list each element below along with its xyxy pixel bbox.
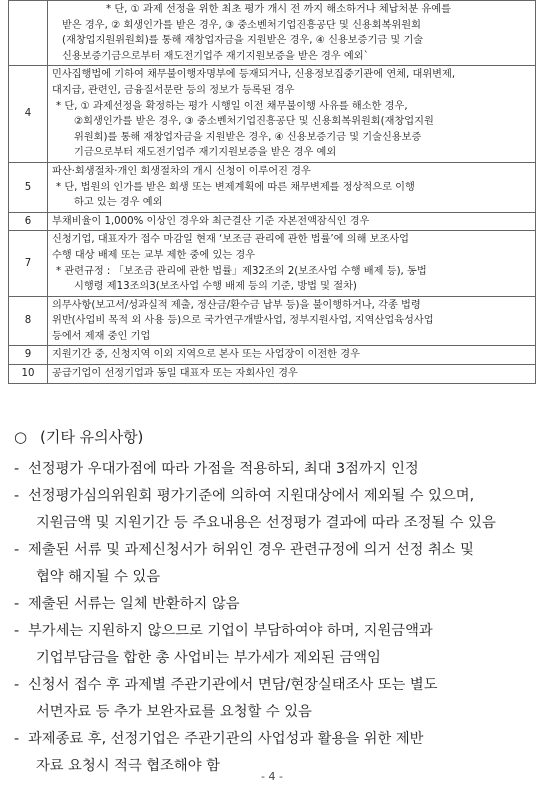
row-content	[48, 162, 536, 212]
row-note-line: 기금으로부터 재도전기업주 재기지원보증을 받은 경우 예외	[74, 147, 337, 159]
row-text-line: 등에서 제재 중인 기업	[52, 330, 151, 342]
row-number: 9	[9, 346, 48, 365]
row-text-line: 신청기업, 대표자가 접수 마감일 현재 ‘보조금 관리에 관한 법률’에 의해 보조사업	[52, 234, 410, 246]
row-content	[48, 365, 536, 384]
dash-bullet: -	[14, 542, 20, 558]
note-item-first-line	[14, 726, 540, 753]
table-row	[9, 346, 536, 365]
row-note-line: 하고 있는 경우 예외	[74, 197, 163, 209]
section-bullet: ○	[14, 428, 28, 446]
row-text-line: 수행 대상 배제 또는 교부 제한 중에 있는 경우	[52, 249, 256, 261]
dash-bullet: -	[14, 488, 20, 504]
row-text-line: 부채비율이 1,000% 이상인 경우와 최근결산 기준 자본전액잠식인 경우	[52, 215, 370, 227]
note-item-continuation: 협약 해지될 수 있음	[36, 569, 161, 585]
row-number: 10	[9, 365, 48, 384]
row-text-line: 대지급, 관련인, 금융질서문란 등의 정보가 등록된 경우	[52, 84, 295, 96]
note-item-first-line	[14, 591, 540, 618]
note-item-first-line	[14, 537, 540, 564]
dash-bullet: -	[14, 623, 20, 639]
note-item-continuation: 서면자료 등 추가 보완자료를 요청할 수 있음	[36, 704, 312, 720]
row-note-line: (재창업지원위원회)를 통해 재창업자금을 지원받은 경우, ④ 신용보증기금 및 기술	[62, 35, 424, 47]
row-content	[48, 231, 536, 296]
table-row	[9, 365, 536, 384]
row-content	[48, 212, 536, 231]
dash-bullet: -	[14, 596, 20, 612]
row-note-line: * 관련규정 : 「보조금 관리에 관한 법률」제32조의 2(보조사업 수행 배제 등), 동법	[56, 265, 427, 277]
row-text-line: 의무사항(보고서/성과실적 제출, 정산금/환수금 납부 등)을 불이행하거나, 각종 법령	[52, 299, 421, 311]
row-number: 4	[9, 66, 48, 163]
dash-bullet: -	[14, 731, 20, 747]
note-item-first-line	[14, 672, 540, 699]
note-text: 선정평가심의위원회 평가기준에 의하여 지원대상에서 제외될 수 있으며,	[28, 488, 475, 504]
note-item	[14, 591, 540, 618]
row-number: 6	[9, 212, 48, 231]
table-row	[9, 162, 536, 212]
row-note-line: 신용보증기금으로부터 재도전기업주 재기지원보증을 받은 경우 예외`	[62, 50, 369, 62]
table-row	[9, 1, 536, 66]
row-number: 5	[9, 162, 48, 212]
note-item	[14, 456, 540, 483]
row-content	[48, 1, 536, 66]
eligibility-exclusion-table	[8, 0, 536, 384]
other-notes-section	[14, 426, 540, 780]
page-number: - 4 -	[261, 770, 283, 783]
note-text: 과제종료 후, 선정기업은 주관기관의 사업성과 활용을 위한 제반	[28, 731, 424, 747]
notes-list	[14, 456, 540, 780]
dash-bullet: -	[14, 677, 20, 693]
row-note-line: 시행령 제13조의3(보조사업 수행 배제 등의 기준, 방법 및 절차)	[74, 281, 357, 293]
note-item	[14, 618, 540, 672]
table-row	[9, 231, 536, 296]
row-note-line: * 단, 법원의 인가를 받은 회생 또는 변제계획에 따른 채무변제를 정상적으로 이행	[56, 181, 415, 193]
table-row	[9, 296, 536, 346]
note-text: 부가세는 지원하지 않으므로 기업이 부담하여야 하며, 지원금액과	[28, 623, 433, 639]
section-heading	[14, 426, 540, 448]
section-title: (기타 유의사항)	[40, 428, 144, 446]
row-content	[48, 296, 536, 346]
note-text: 제출된 서류 및 과제신청서가 허위인 경우 관련규정에 의거 선정 취소 및	[28, 542, 474, 558]
table-row	[9, 66, 536, 163]
row-content	[48, 66, 536, 163]
row-text-line: 지원기간 중, 신청지역 이외 지역으로 본사 또는 사업장이 이전한 경우	[52, 349, 360, 361]
note-text: 선정평가 우대가점에 따라 가점을 적용하되, 최대 3점까지 인정	[28, 461, 419, 477]
note-item-first-line	[14, 456, 540, 483]
note-item-continuation: 지원금액 및 지원기간 등 주요내용은 선정평가 결과에 따라 조정될 수 있음	[36, 515, 496, 531]
note-item-first-line	[14, 618, 540, 645]
row-note-line: 받은 경우, ② 회생인가를 받은 경우, ③ 중소벤처기업진흥공단 및 신용회복위원회	[62, 19, 421, 31]
note-item-first-line	[14, 483, 540, 510]
note-item-continuation: 자료 요청시 적극 협조해야 함	[36, 758, 220, 774]
note-text: 제출된 서류는 일체 반환하지 않음	[28, 596, 240, 612]
row-text-line: 공급기업이 선정기업과 동일 대표자 또는 자회사인 경우	[52, 368, 298, 380]
row-text-line: 민사집행법에 기하여 채무불이행자명부에 등재되거나, 신용정보집중기관에 연체, 대위변제,	[52, 69, 456, 81]
note-item	[14, 672, 540, 726]
row-note-line: 위원회)를 통해 재창업자금을 지원받은 경우, ④ 신용보증기금 및 기술신용보증	[74, 131, 422, 143]
row-note-line: * 단, ① 과제선정을 확정하는 평가 시행일 이전 채무불이행 사유를 해소한 경우,	[56, 100, 408, 112]
row-note-line: ②회생인가를 받은 경우, ③ 중소벤처기업진흥공단 및 신용회복위원회(재창업지원	[74, 116, 434, 128]
table-row	[9, 212, 536, 231]
note-item	[14, 483, 540, 537]
note-item	[14, 537, 540, 591]
row-number	[9, 1, 48, 66]
row-note-line: * 단, ① 과제 선정을 위한 최초 평가 개시 전 까지 해소하거나 체납처분 유예를	[106, 4, 451, 15]
row-number: 7	[9, 231, 48, 296]
row-text-line: 파산·회생절차·개인 회생절차의 개시 신청이 이루어진 경우	[52, 165, 311, 177]
note-item-continuation: 기업부담금을 합한 총 사업비는 부가세가 제외된 금액임	[36, 650, 381, 666]
dash-bullet: -	[14, 461, 20, 477]
note-text: 신청서 접수 후 과제별 주관기관에서 면담/현장실태조사 또는 별도	[28, 677, 438, 693]
row-number: 8	[9, 296, 48, 346]
row-content	[48, 346, 536, 365]
row-text-line: 위반(사업비 목적 외 사용 등)으로 국가연구개발사업, 정부지원사업, 지역산업육성사업	[52, 315, 434, 327]
